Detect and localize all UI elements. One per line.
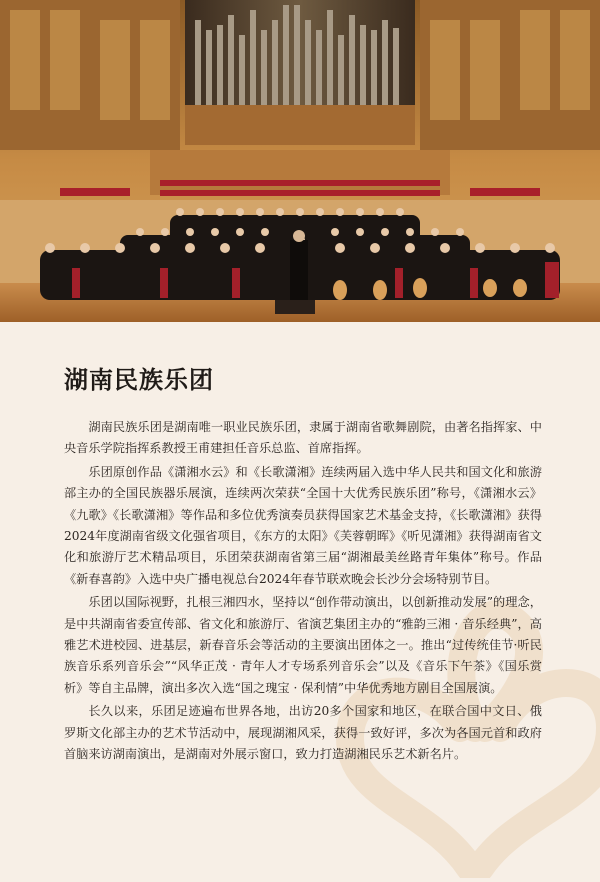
- page-title: 湖南民族乐团: [64, 365, 214, 394]
- paragraph-mission: 乐团以国际视野，扎根三湘四水，坚持以“创作带动演出，以创新推动发展”的理念，是中共湖南省委宣传部、省文化和旅游厅、省演艺集团主办的“雅韵三湘 · 音乐经典”，高雅艺术进校园、进基层，新春音乐会等活动的主要演出团体之一。推出“过传统佳节·听民族音乐系列音乐会”“风华正茂 · 青年人才专场系列音乐会”以及《音乐下午茶》《国乐赏析》等自主品牌，演出多次入选“国之瑰宝 · 保利情”中华优秀地方剧目全国展演。: [64, 595, 542, 695]
- article: [64, 360, 542, 768]
- paragraph-international: 长久以来，乐团足迹遍布世界各地，出访20多个国家和地区，在联合国中文日、俄罗斯文化部主办的艺术节活动中，展现湖湘风采，获得一致好评，多次为各国元首和政府首脑来访湖南演出，是湖南对外展示窗口，致力打造湖湘民乐艺术新名片。: [64, 704, 542, 762]
- paragraph-intro: 湖南民族乐团是湖南唯一职业民族乐团，隶属于湖南省歌舞剧院，由著名指挥家、中央音乐学院指挥系教授王甫建担任音乐总监、首席指挥。: [64, 420, 542, 456]
- orchestra-photo: [0, 0, 600, 322]
- paragraph-works: 乐团原创作品《潇湘水云》和《长歌潇湘》连续两届入选中华人民共和国文化和旅游部主办的全国民族器乐展演，连续两次荣获“全国十大优秀民族乐团”称号，《潇湘水云》《九歌》《长歌潇湘》等作品和多位优秀演奏员获得国家艺术基金支持，《长歌潇湘》获得2024年度湖南省级文化强省项目，《东方的太阳》《芙蓉朝晖》《听见潇湘》获得湖南省文化和旅游厅艺术精品项目，乐团荣获湖南省第三届“湖湘最美丝路青年集体”称号。作品《新春喜韵》入选中央广播电视总台2024年春节联欢晚会长沙分会场特别节目。: [64, 464, 542, 586]
